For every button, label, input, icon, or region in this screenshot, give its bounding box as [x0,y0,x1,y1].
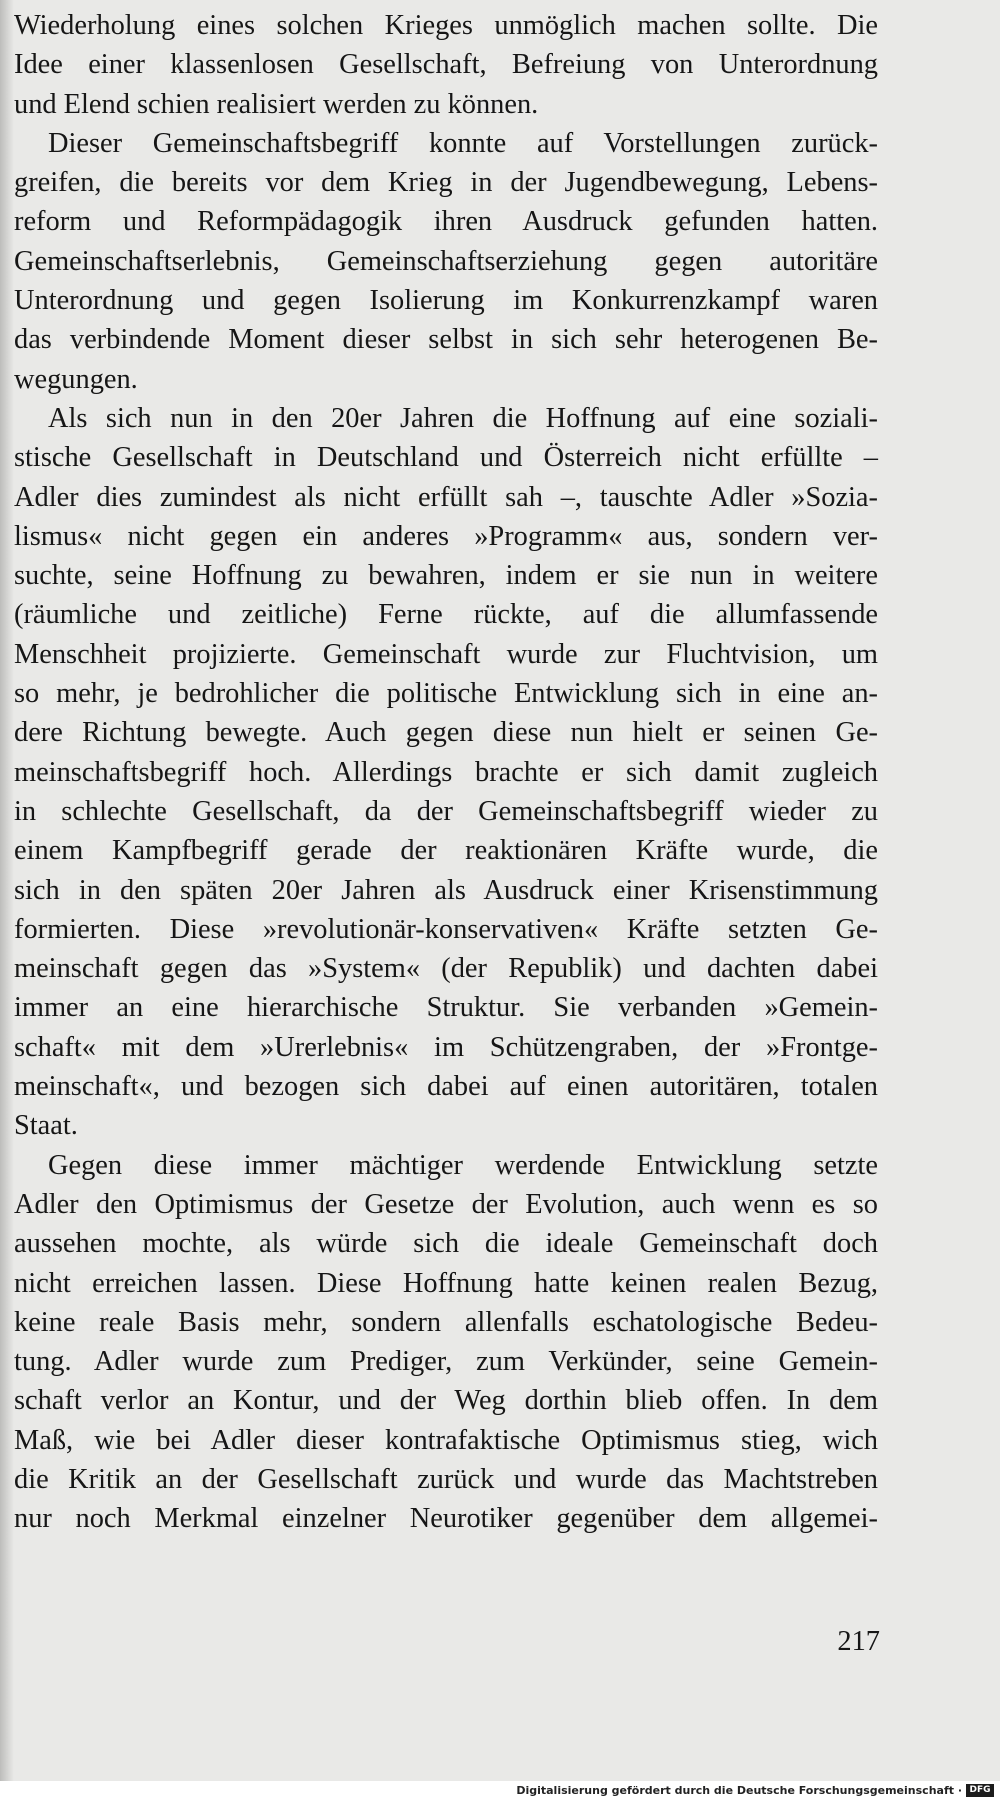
text-line: dere Richtung bewegte. Auch gegen diese nun hielt er seinen Ge- [14,717,878,749]
text-line: Gegen diese immer mächtiger werdende Entwicklung setzte [48,1149,878,1181]
text-line: einem Kampfbegriff gerade der reaktionären Kräfte wurde, die [14,835,878,867]
text-line: greifen, die bereits vor dem Krieg in der Jugendbewegung, Lebens- [14,167,878,199]
text-line: tung. Adler wurde zum Prediger, zum Verkünder, seine Gemein- [14,1346,878,1378]
text-line: das verbindende Moment dieser selbst in sich sehr heterogenen Be- [14,324,878,356]
text-line: nur noch Merkmal einzelner Neurotiker gegenüber dem allgemei- [14,1503,878,1535]
footer-credit-text: Digitalisierung gefördert durch die Deutsche Forschungsgemeinschaft · [516,1784,962,1797]
page-gutter-shadow [0,0,14,1801]
text-line: sich in den späten 20er Jahren als Ausdruck einer Krisenstimmung [14,874,878,906]
text-line: meinschaftsbegriff hoch. Allerdings brachte er sich damit zugleich [14,756,878,788]
text-line: meinschaft«, und bezogen sich dabei auf einen autoritären, totalen [14,1071,878,1103]
text-line: stische Gesellschaft in Deutschland und Österreich nicht erfüllte – [14,442,878,474]
text-line: keine reale Basis mehr, sondern allenfalls eschatologische Bedeu- [14,1306,878,1338]
text-line: Unterordnung und gegen Isolierung im Konkurrenzkampf waren [14,285,878,317]
text-line: Wiederholung eines solchen Krieges unmöglich machen sollte. Die [14,10,878,41]
text-line: suchte, seine Hoffnung zu bewahren, indem er sie nun in weitere [14,560,878,592]
page-number: 217 [837,1626,880,1657]
text-line: wegungen. [14,363,138,395]
text-line: formierten. Diese »revolutionär-konservativen« Kräfte setzten Ge- [14,913,878,945]
text-line: Adler dies zumindest als nicht erfüllt sah –, tauschte Adler »Sozia- [14,481,878,513]
text-line: schaft verlor an Kontur, und der Weg dorthin blieb offen. In dem [14,1385,878,1417]
text-line: Dieser Gemeinschaftsbegriff konnte auf Vorstellungen zurück- [48,127,878,159]
text-line: so mehr, je bedrohlicher die politische Entwicklung sich in eine an- [14,678,878,710]
dfg-logo-icon: DFG [966,1784,994,1797]
text-line: reform und Reformpädagogik ihren Ausdruck gefunden hatten. [14,206,878,238]
text-line: Maß, wie bei Adler dieser kontrafaktische Optimismus stieg, wich [14,1424,878,1456]
text-line: Gemeinschaftserlebnis, Gemeinschaftserziehung gegen autoritäre [14,245,878,277]
text-line: aussehen mochte, als würde sich die ideale Gemeinschaft doch [14,1228,878,1260]
text-line: die Kritik an der Gesellschaft zurück und wurde das Machtstreben [14,1463,878,1495]
text-line: Idee einer klassenlosen Gesellschaft, Befreiung von Unterordnung [14,49,878,81]
text-line: schaft« mit dem »Urerlebnis« im Schützengraben, der »Frontge- [14,1031,878,1063]
text-line: meinschaft gegen das »System« (der Republik) und dachten dabei [14,953,878,985]
body-text [14,6,878,1539]
text-line: und Elend schien realisiert werden zu können. [14,88,539,120]
text-line: Menschheit projizierte. Gemeinschaft wurde zur Fluchtvision, um [14,638,878,670]
text-line: lismus« nicht gegen ein anderes »Programm« aus, sondern ver- [14,520,878,552]
text-line: immer an eine hierarchische Struktur. Sie verbanden »Gemein- [14,992,878,1024]
text-line: nicht erreichen lassen. Diese Hoffnung hatte keinen realen Bezug, [14,1267,878,1299]
text-line: in schlechte Gesellschaft, da der Gemeinschaftsbegriff wieder zu [14,795,878,827]
text-line: Als sich nun in den 20er Jahren die Hoffnung auf eine soziali- [48,402,878,434]
text-line: (räumliche und zeitliche) Ferne rückte, auf die allumfassende [14,599,878,631]
text-line: Adler den Optimismus der Gesetze der Evolution, auch wenn es so [14,1188,878,1220]
text-line: Staat. [14,1110,78,1142]
